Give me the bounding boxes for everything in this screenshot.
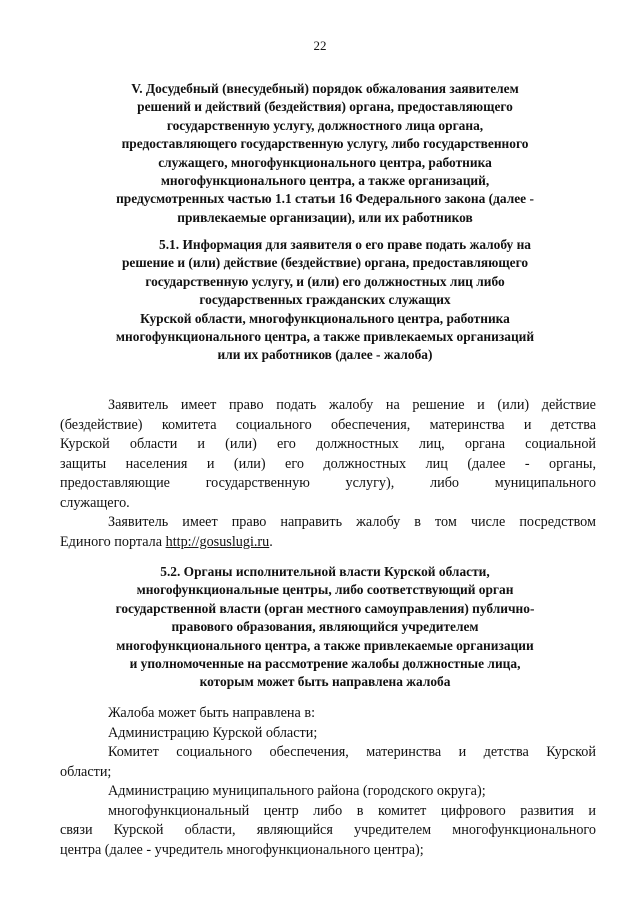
heading-line: многофункционального центра, а также организаций,	[160, 173, 490, 189]
heading-line: и уполномоченные на рассмотрение жалобы должностные лица,	[129, 656, 521, 672]
heading-line: Курской области, многофункционального центра, работника	[140, 310, 510, 326]
section-5-1-paragraph	[60, 396, 596, 552]
heading-line: V. Досудебный (внесудебный) порядок обжалования заявителем	[131, 81, 519, 96]
paragraph-line: Заявитель имеет право подать жалобу на решение и (или) действие	[108, 397, 596, 413]
gosuslugi-link[interactable]: http://gosuslugi.ru	[165, 533, 270, 550]
list-item-continuation: области;	[60, 763, 112, 780]
paragraph-line: (бездействие) комитета социального обеспечения, материнства и детства	[60, 416, 596, 433]
heading-line: привлекаемые организации), или их работников	[177, 209, 473, 225]
list-item-continuation: центра (далее - учредитель многофункционального центра);	[60, 841, 424, 858]
heading-line: 5.1. Информация для заявителя о его праве подать жалобу на	[159, 237, 531, 252]
section-5-2-list	[60, 704, 596, 860]
paragraph-line: служащего.	[60, 494, 130, 511]
heading-line: государственной власти (орган местного самоуправления) публично-	[115, 600, 535, 616]
heading-line: предусмотренных частью 1.1 статьи 16 Федерального закона (далее -	[116, 191, 534, 207]
section-5-2-heading	[60, 563, 590, 692]
heading-line: решение и (или) действие (бездействие) органа, предоставляющего	[121, 255, 529, 271]
section-5-1-heading	[60, 236, 590, 365]
list-intro: Жалоба может быть направлена в:	[108, 705, 316, 721]
paragraph-line	[60, 533, 596, 553]
list-item: Администрацию Курской области;	[108, 724, 318, 741]
list-item: Администрацию муниципального района (городского округа);	[108, 783, 486, 799]
section-v-heading	[60, 80, 590, 227]
heading-line: предоставляющего государственную услугу, либо государственного	[121, 136, 529, 152]
page-number: 22	[313, 38, 327, 53]
heading-line: которым может быть направлена жалоба	[199, 674, 451, 690]
heading-line: многофункционального центра, а также привлекаемые организации	[116, 637, 534, 653]
heading-line: многофункциональные центры, либо соответствующий орган	[136, 582, 514, 598]
portal-suffix: .	[269, 533, 273, 550]
heading-line: правового образования, являющийся учредителем	[171, 619, 479, 635]
heading-line: государственную услугу, и (или) его должностных лиц либо	[145, 273, 505, 289]
heading-line: или их работников (далее - жалоба)	[217, 347, 433, 363]
heading-line: государственных гражданских служащих	[199, 292, 451, 308]
paragraph-line: Заявитель имеет право направить жалобу в том числе посредством	[108, 514, 596, 530]
list-item: Комитет социального обеспечения, материнства и детства Курской	[108, 744, 596, 760]
paragraph-line: предоставляющие государственную услугу), либо муниципального	[60, 475, 596, 491]
heading-line: служащего, многофункционального центра, работника	[158, 154, 492, 170]
heading-line: многофункционального центра, а также привлекаемых организаций	[115, 329, 535, 345]
list-item: многофункциональный центр либо в комитет цифрового развития и	[108, 802, 596, 819]
paragraph-line: Курской области и (или) его должностных лиц, органа социальной	[60, 436, 596, 452]
heading-line: решений и действий (бездействия) органа, предоставляющего	[137, 99, 513, 115]
portal-prefix: Единого портала	[60, 533, 166, 550]
list-item-continuation: связи Курской области, являющийся учредителем многофункционального	[60, 822, 596, 838]
paragraph-line: защиты населения и (или) его должностных лиц (далее - органы,	[60, 455, 596, 472]
heading-line: государственную услугу, должностного лица органа,	[166, 117, 484, 133]
heading-line: 5.2. Органы исполнительной власти Курской области,	[160, 564, 490, 579]
